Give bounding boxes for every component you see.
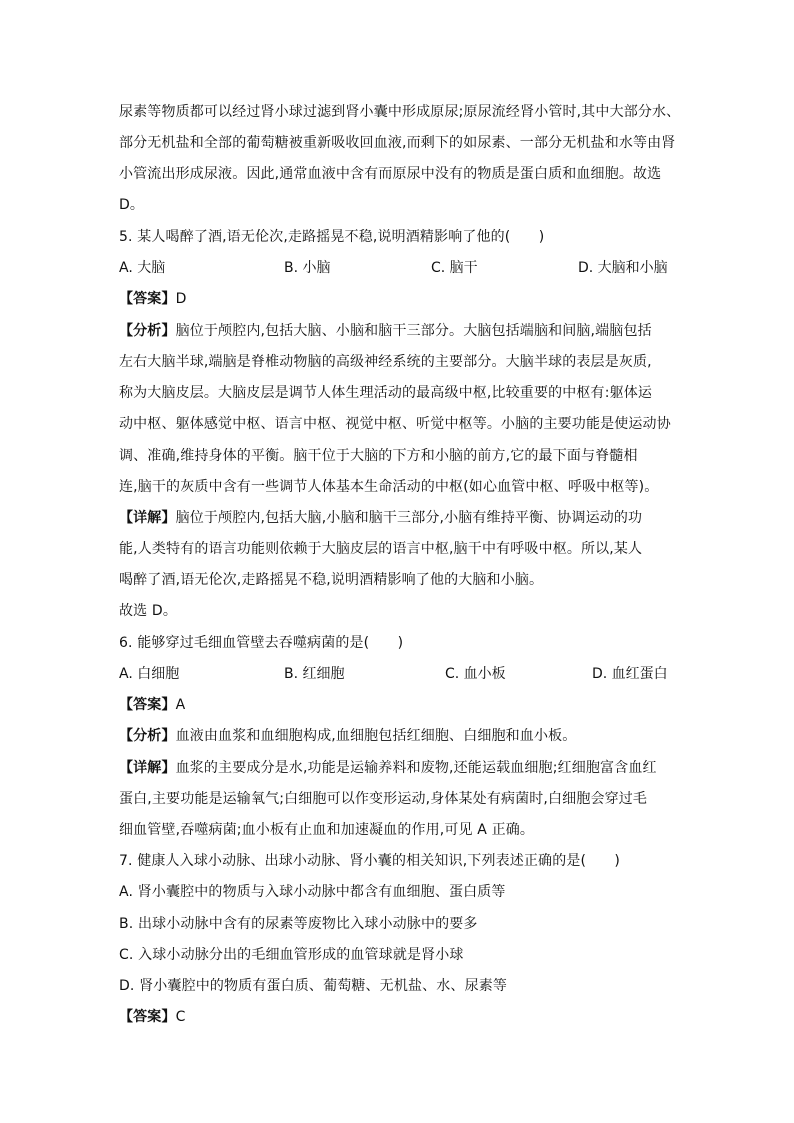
option-d: D. 大脑和小脑 [578, 260, 668, 276]
question-7-stem: 7. 健康人入球小动脉、出球小动脉、肾小囊的相关知识,下列表述正确的是( ) [119, 853, 621, 869]
detail-line: 蛋白,主要功能是运输氧气;白细胞可以作变形运动,身体某处有病菌时,白细胞会穿过毛 [119, 791, 648, 807]
paragraph-line: D。 [119, 197, 145, 213]
answer-value: D [175, 291, 187, 307]
detail-line [119, 759, 679, 777]
analysis-text: 脑位于颅腔内,包括大脑、小脑和脑干三部分。大脑包括端脑和间脑,端脑包括 [175, 323, 652, 339]
analysis-tag: 【分析】 [119, 728, 176, 744]
option-c: C. 血小板 [445, 666, 506, 682]
detail-line [119, 509, 679, 527]
analysis-line [119, 727, 679, 745]
option-c: C. 脑干 [431, 260, 478, 276]
option-c: C. 入球小动脉分出的毛细血管形成的血管球就是肾小球 [119, 947, 464, 963]
detail-text: 脑位于颅腔内,包括大脑,小脑和脑干三部分,小脑有维持平衡、协调运动的功 [175, 510, 643, 526]
paragraph-line: 小管流出形成尿液。因此,通常血液中含有而原尿中没有的物质是蛋白质和血细胞。故选 [119, 166, 662, 182]
answer-line [119, 290, 679, 308]
option-a: A. 大脑 [119, 260, 166, 276]
option-a: A. 白细胞 [119, 666, 180, 682]
detail-tag: 【详解】 [119, 760, 176, 776]
option-d: D. 肾小囊腔中的物质有蛋白质、葡萄糖、无机盐、水、尿素等 [119, 978, 508, 994]
answer-tag: 【答案】 [119, 697, 176, 713]
question-6-stem: 6. 能够穿过毛细血管壁去吞噬病菌的是( ) [119, 635, 404, 651]
option-b: B. 出球小动脉中含有的尿素等废物比入球小动脉中的要多 [119, 916, 478, 932]
analysis-text: 血液由血浆和血细胞构成,血细胞包括红细胞、白细胞和血小板。 [175, 728, 577, 744]
answer-value: C [175, 1009, 186, 1025]
paragraph-line: 尿素等物质都可以经过肾小球过滤到肾小囊中形成原尿;原尿流经肾小管时,其中大部分水、 [119, 104, 681, 120]
answer-tag: 【答案】 [119, 291, 176, 307]
answer-line [119, 1008, 679, 1026]
analysis-line: 动中枢、躯体感觉中枢、语言中枢、视觉中枢、听觉中枢等。小脑的主要功能是使运动协 [119, 416, 671, 432]
option-a: A. 肾小囊腔中的物质与入球小动脉中都含有血细胞、蛋白质等 [119, 884, 506, 900]
answer-line [119, 696, 679, 714]
detail-tag: 【详解】 [119, 510, 176, 526]
paragraph-line: 部分无机盐和全部的葡萄糖被重新吸收回血液,而剩下的如尿素、一部分无机盐和水等由肾 [119, 135, 676, 151]
analysis-line [119, 322, 679, 340]
question-5-options [119, 259, 679, 277]
option-b: B. 小脑 [284, 260, 331, 276]
question-6-options [119, 665, 679, 683]
analysis-line: 称为大脑皮层。大脑皮层是调节人体生理活动的最高级中枢,比较重要的中枢有:躯体运 [119, 385, 653, 401]
detail-line: 故选 D。 [119, 603, 177, 619]
analysis-line: 左右大脑半球,端脑是脊椎动物脑的高级神经系统的主要部分。大脑半球的表层是灰质, [119, 354, 652, 370]
analysis-line: 调、准确,维持身体的平衡。脑干位于大脑的下方和小脑的前方,它的最下面与脊髓相 [119, 448, 638, 464]
analysis-line: 连,脑干的灰质中含有一些调节人体基本生命活动的中枢(如心血管中枢、呼吸中枢等)。 [119, 479, 659, 495]
option-b: B. 红细胞 [284, 666, 345, 682]
detail-line: 细血管壁,吞噬病菌;血小板有止血和加速凝血的作用,可见 A 正确。 [119, 822, 535, 838]
option-d: D. 血红蛋白 [592, 666, 668, 682]
analysis-tag: 【分析】 [119, 323, 176, 339]
detail-line: 能,人类特有的语言功能则依赖于大脑皮层的语言中枢,脑干中有呼吸中枢。所以,某人 [119, 541, 643, 557]
question-5-stem: 5. 某人喝醉了酒,语无伦次,走路摇晃不稳,说明酒精影响了他的( ) [119, 229, 545, 245]
detail-line: 喝醉了酒,语无伦次,走路摇晃不稳,说明酒精影响了他的大脑和小脑。 [119, 572, 544, 588]
detail-text: 血浆的主要成分是水,功能是运输养料和废物,还能运载血细胞;红细胞富含血红 [175, 760, 657, 776]
answer-value: A [175, 697, 186, 713]
answer-tag: 【答案】 [119, 1009, 176, 1025]
